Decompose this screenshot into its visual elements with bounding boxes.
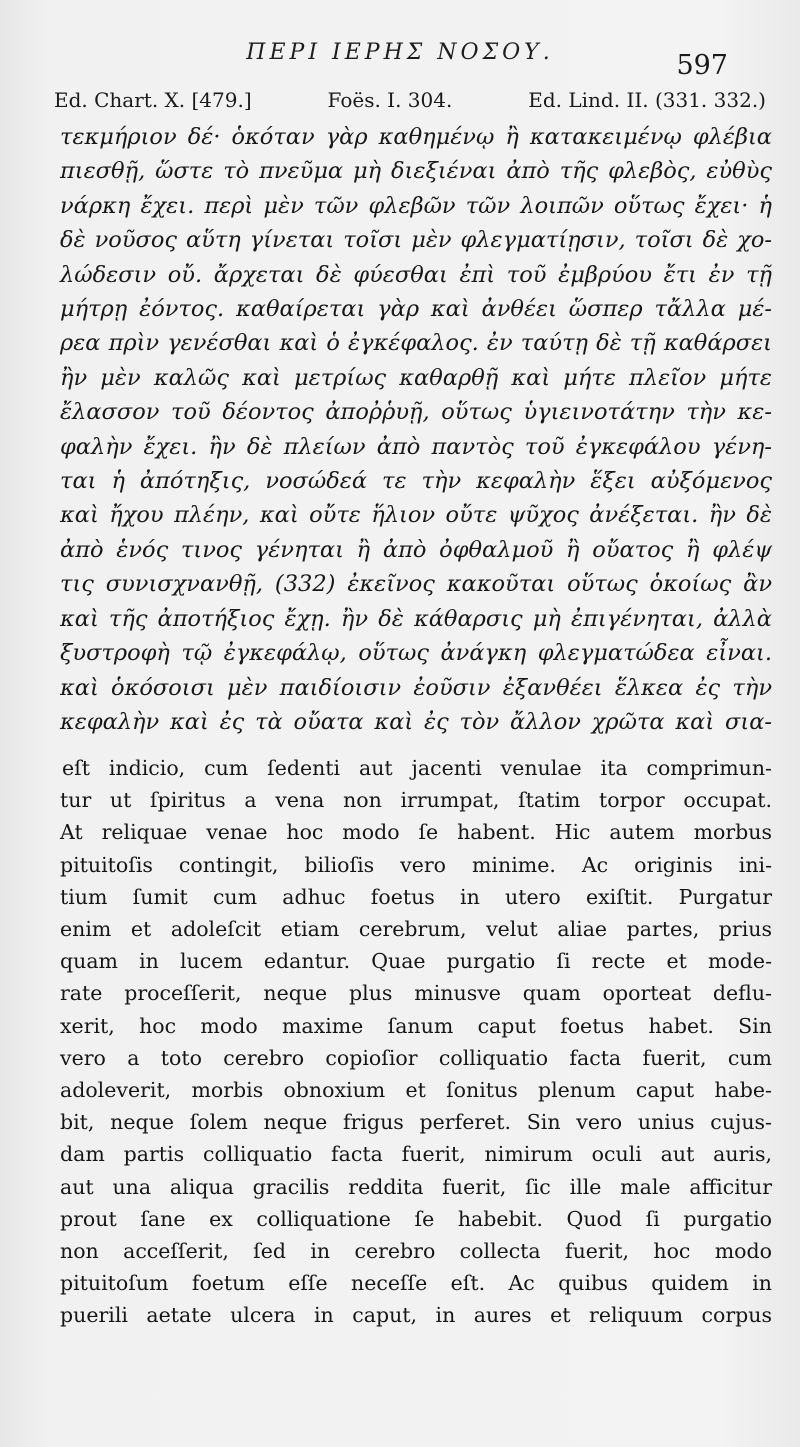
running-title: ΠΕΡΙ ΙΕΡΗΣ ΝΟΣΟΥ. bbox=[246, 40, 554, 65]
latin-line: pituitoſis contingit, bilioſis vero minime. Ac originis ini- bbox=[60, 852, 772, 877]
page-number: 597 bbox=[676, 50, 728, 81]
latin-line: bit, neque ſolem neque frigus perferet. Sin vero unius cujus- bbox=[60, 1110, 772, 1135]
latin-line: vero a toto cerebro copioſior colliquatio facta fuerit, cum bbox=[60, 1045, 772, 1070]
greek-line: ξυστροφὴ τῷ ἐγκεφάλῳ, οὕτως ἀνάγκη φλεγματώδεα εἶναι. bbox=[60, 640, 772, 667]
latin-line: At reliquae venae hoc modo ſe habent. Hic autem morbus bbox=[60, 820, 772, 845]
greek-line: ἀπὸ ἑνός τινος γένηται ἢ ἀπὸ ὀφθαλμοῦ ἢ οὔατος ἢ φλέψ bbox=[60, 536, 772, 563]
greek-line: κεφαλὴν καὶ ἐς τὰ οὔατα καὶ ἐς τὸν ἄλλον χρῶτα καὶ σια- bbox=[60, 708, 772, 735]
latin-line: quam in lucem edantur. Quae purgatio ſi recte et mode- bbox=[60, 949, 772, 974]
latin-line: enim et adoleſcit etiam cerebrum, velut aliae partes, prius bbox=[60, 917, 772, 942]
greek-line: καὶ τῆς ἀποτήξιος ἔχῃ. ἢν δὲ κάθαρσις μὴ ἐπιγένηται, ἀλλὰ bbox=[60, 605, 772, 632]
greek-line: καὶ ὁκόσοισι μὲν παιδίοισιν ἐοῦσιν ἐξανθέει ἕλκεα ἐς τὴν bbox=[60, 674, 772, 701]
latin-line: pituitoſum foetum eſſe neceſſe eſt. Ac quibus quidem in bbox=[60, 1271, 772, 1296]
greek-line: καὶ ἤχου πλέην, καὶ οὔτε ἥλιον οὔτε ψῦχος ἀνέξεται. ἢν δὲ bbox=[60, 502, 772, 529]
latin-line: eſt indicio, cum ſedenti aut jacenti venulae ita comprimun- bbox=[62, 756, 772, 780]
latin-line: tur ut ſpiritus a vena non irrumpat, ſtatim torpor occupat. bbox=[60, 788, 772, 813]
latin-line: xerit, hoc modo maxime ſanum caput foetus habet. Sin bbox=[60, 1013, 772, 1038]
latin-line: adoleverit, morbis obnoxium et ſonitus plenum caput habe- bbox=[60, 1078, 772, 1103]
greek-line: δὲ νοῦσος αὕτη γίνεται τοῖσι μὲν φλεγματίῃσιν, τοῖσι δὲ χο- bbox=[60, 227, 772, 254]
greek-text-block bbox=[60, 120, 772, 739]
edition-foes-ref: Foës. I. 304. bbox=[327, 88, 453, 112]
edition-references bbox=[54, 88, 766, 112]
greek-line: ἔλασσον τοῦ δέοντος ἀποῤῥυῇ, οὕτως ὑγιεινοτάτην τὴν κε- bbox=[60, 399, 772, 426]
latin-line: tium ſumit cum adhuc foetus in utero exiſtit. Purgatur bbox=[60, 884, 772, 909]
latin-line: prout ſane ex colliquatione ſe habebit. Quod ſi purgatio bbox=[60, 1206, 772, 1231]
greek-line: τις συνισχνανθῇ, (332) ἐκεῖνος κακοῦται οὕτως ὁκοίως ἂν bbox=[60, 571, 772, 598]
latin-line: non acceſſerit, ſed in cerebro collecta fuerit, hoc modo bbox=[60, 1239, 772, 1264]
edition-chart-ref: Ed. Chart. X. [479.] bbox=[54, 88, 252, 112]
edition-lind-ref: Ed. Lind. II. (331. 332.) bbox=[528, 88, 766, 112]
latin-line: dam partis colliquatio facta fuerit, nimirum oculi aut auris, bbox=[60, 1142, 772, 1167]
latin-line: aut una aliqua gracilis reddita fuerit, ſic ille male afficitur bbox=[60, 1174, 772, 1199]
greek-line: ρεα πρὶν γενέσθαι καὶ ὁ ἐγκέφαλος. ἐν ταύτῃ δὲ τῇ καθάρσει bbox=[60, 330, 772, 357]
greek-line: νάρκη ἔχει. περὶ μὲν τῶν φλεβῶν τῶν λοιπῶν οὕτως ἔχει· ἡ bbox=[60, 192, 772, 219]
greek-line: πιεσθῇ, ὥστε τὸ πνεῦμα μὴ διεξιέναι ἀπὸ τῆς φλεβὸς, εὐθὺς bbox=[60, 158, 772, 185]
latin-line: rate proceſſerit, neque plus minusve quam oporteat deflu- bbox=[60, 981, 772, 1006]
latin-translation-block bbox=[60, 752, 772, 1332]
latin-line: puerili aetate ulcera in caput, in aures et reliquum corpus bbox=[60, 1303, 772, 1328]
greek-line: μήτρῃ ἐόντος. καθαίρεται γὰρ καὶ ἀνθέει ὥσπερ τἄλλα μέ- bbox=[60, 296, 772, 323]
greek-line: ἢν μὲν καλῶς καὶ μετρίως καθαρθῇ καὶ μήτε πλεῖον μήτε bbox=[60, 364, 772, 391]
greek-line: λώδεσιν οὔ. ἄρχεται δὲ φύεσθαι ἐπὶ τοῦ ἐμβρύου ἔτι ἐν τῇ bbox=[60, 261, 772, 288]
greek-line: φαλὴν ἔχει. ἢν δὲ πλείων ἀπὸ παντὸς τοῦ ἐγκεφάλου γένη- bbox=[60, 433, 772, 460]
greek-line: ται ἡ ἀπότηξις, νοσώδεά τε τὴν κεφαλὴν ἕξει αὐξόμενος bbox=[60, 468, 772, 495]
greek-line: τεκμήριον δέ· ὁκόταν γὰρ καθημένῳ ἢ κατακειμένῳ φλέβια bbox=[60, 124, 772, 150]
